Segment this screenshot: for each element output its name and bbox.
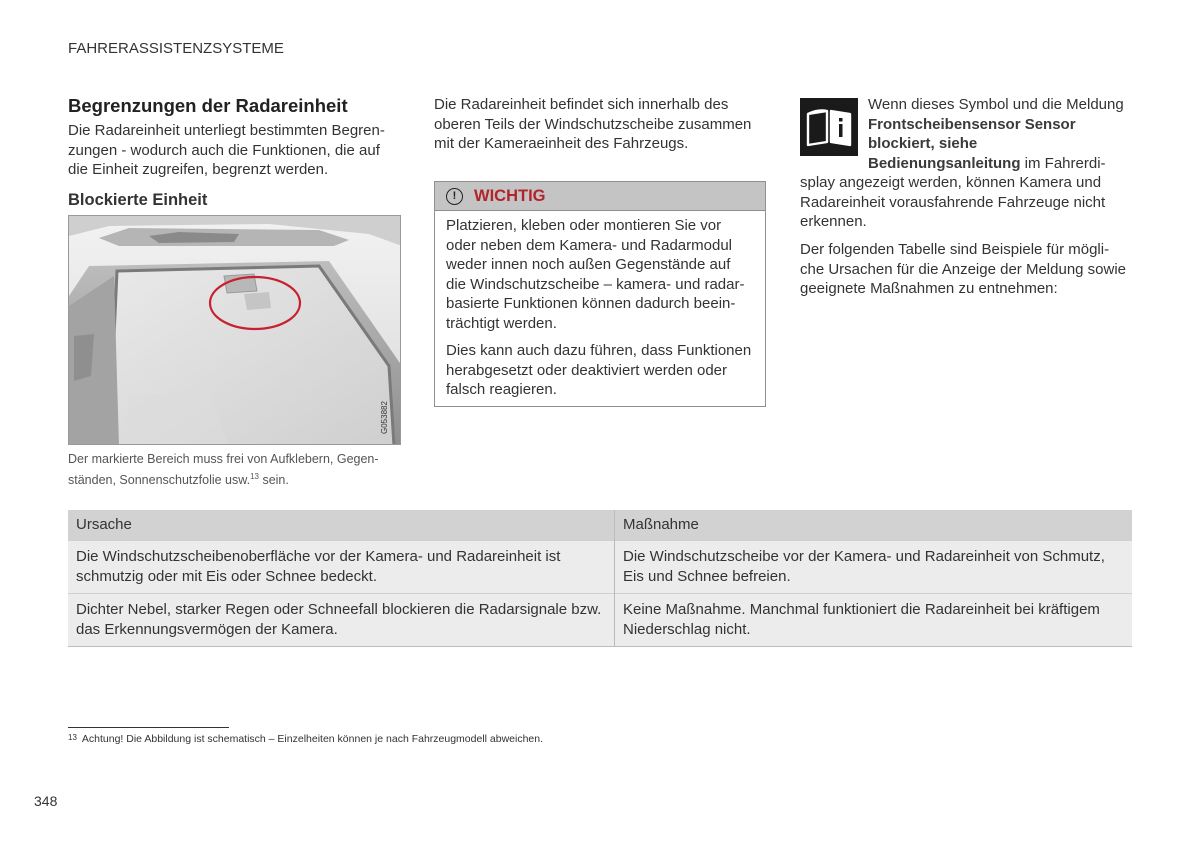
paragraph-line: splay angezeigt werden, können Kamera und (800, 174, 1102, 191)
manual-info-icon (800, 98, 858, 156)
footnote-divider (68, 727, 229, 728)
notice-line: oder neben dem Kamera- und Radarmodul (446, 236, 733, 254)
cell-line: Eis und Schnee befreien. (623, 568, 791, 585)
section-title: Begrenzungen der Radareinheit (68, 95, 348, 116)
windshield-illustration (68, 215, 401, 445)
symbol-paragraph-top (868, 95, 1124, 173)
paragraph-line: erkennen. (800, 213, 867, 230)
notice-title: WICHTIG (474, 186, 546, 205)
column-header-action: Maßnahme (615, 510, 1133, 541)
notice-header (435, 182, 765, 211)
notice-body (435, 211, 765, 400)
paragraph-line: geeignete Maßnahmen zu entnehmen: (800, 280, 1058, 297)
column-header-cause: Ursache (68, 510, 615, 541)
paragraph-line: che Ursachen für die Anzeige der Meldung sowie (800, 260, 1127, 278)
intro-paragraph (68, 121, 385, 180)
action-cell (615, 594, 1133, 647)
message-text: Bedienungsanleitung (868, 154, 1021, 172)
cause-action-table (68, 510, 1132, 647)
notice-line: Dies kann auch dazu führen, dass Funktionen (446, 342, 752, 359)
footnote-text: Achtung! Die Abbildung ist schematisch – Einzelheiten können je nach Fahrzeugmodell abweichen. (81, 733, 544, 745)
paragraph-line: im Fahrerdi- (1020, 154, 1106, 172)
radar-location-paragraph (434, 95, 751, 154)
footnote-reference: 13 (250, 472, 259, 481)
intro-line: zungen - wodurch auch die Funktionen, die auf (68, 141, 380, 159)
cause-cell (68, 541, 615, 594)
cell-line: Keine Maßnahme. Manchmal funktioniert die Radareinheit bei kräftigem (623, 601, 1100, 618)
table-header-row (68, 510, 1132, 541)
caption-line: ständen, Sonnenschutzfolie usw. (68, 473, 251, 488)
important-notice-box (434, 181, 766, 407)
section-header: FAHRERASSISTENZSYSTEME (68, 40, 284, 57)
cell-line: Dichter Nebel, starker Regen oder Schneefall blockieren die Radarsignale bzw. (76, 601, 602, 618)
subsection-title: Blockierte Einheit (68, 191, 208, 209)
notice-line: herabgesetzt oder deaktiviert werden oder (446, 361, 728, 379)
notice-paragraph (446, 216, 754, 333)
table-row (68, 594, 1132, 647)
action-cell (615, 541, 1133, 594)
paragraph-line: Wenn dieses Symbol und die Meldung (868, 96, 1124, 113)
image-code: G053882 (380, 401, 389, 434)
notice-line: weder innen noch außen Gegenstände auf (446, 256, 731, 273)
notice-line: Platzieren, kleben oder montieren Sie vor (446, 217, 722, 234)
notice-line: falsch reagieren. (446, 381, 557, 398)
notice-paragraph (446, 341, 754, 400)
cell-line: Die Windschutzscheibe vor der Kamera- und Radareinheit von Schmutz, (623, 548, 1105, 565)
paragraph-line: Der folgenden Tabelle sind Beispiele für mögli- (800, 241, 1110, 258)
paragraph-line: Radareinheit vorausfahrende Fahrzeuge nicht (800, 193, 1106, 211)
cell-line: Niederschlag nicht. (623, 621, 751, 638)
notice-line: trächtigt werden. (446, 314, 557, 332)
caption-line: sein. (258, 473, 289, 488)
footnote (68, 733, 543, 745)
image-caption (68, 450, 408, 489)
windshield-drawing (69, 216, 401, 445)
page-number: 348 (34, 793, 58, 809)
cell-line: Die Windschutzscheibenoberfläche vor der Kamera- und Radareinheit ist (76, 548, 561, 565)
symbol-paragraph-bottom (800, 173, 1105, 232)
exclamation-circle-icon: ! (446, 188, 463, 205)
table-row (68, 541, 1132, 594)
table-intro-paragraph (800, 240, 1126, 299)
notice-line: basierte Funktionen können dadurch beein- (446, 295, 736, 312)
paragraph-line: mit der Kameraeinheit des Fahrzeugs. (434, 135, 689, 152)
notice-line: die Windschutzscheibe – kamera- und radar- (446, 275, 745, 293)
message-text: Frontscheibensensor Sensor (868, 115, 1076, 133)
cell-line: das Erkennungsvermögen der Kamera. (76, 621, 338, 638)
intro-line: Die Radareinheit unterliegt bestimmten Begren- (68, 122, 385, 139)
cell-line: schmutzig oder mit Eis oder Schnee bedeckt. (76, 568, 377, 585)
caption-line: Der markierte Bereich muss frei von Aufklebern, Gegen- (68, 452, 379, 466)
paragraph-line: oberen Teils der Windschutzscheibe zusammen (434, 115, 752, 133)
message-text: blockiert, siehe (868, 135, 978, 152)
paragraph-line: Die Radareinheit befindet sich innerhalb des (434, 96, 729, 113)
cause-cell (68, 594, 615, 647)
footnote-number: 13 (68, 733, 77, 742)
intro-line: die Einheit zugreifen, begrenzt werden. (68, 161, 329, 178)
